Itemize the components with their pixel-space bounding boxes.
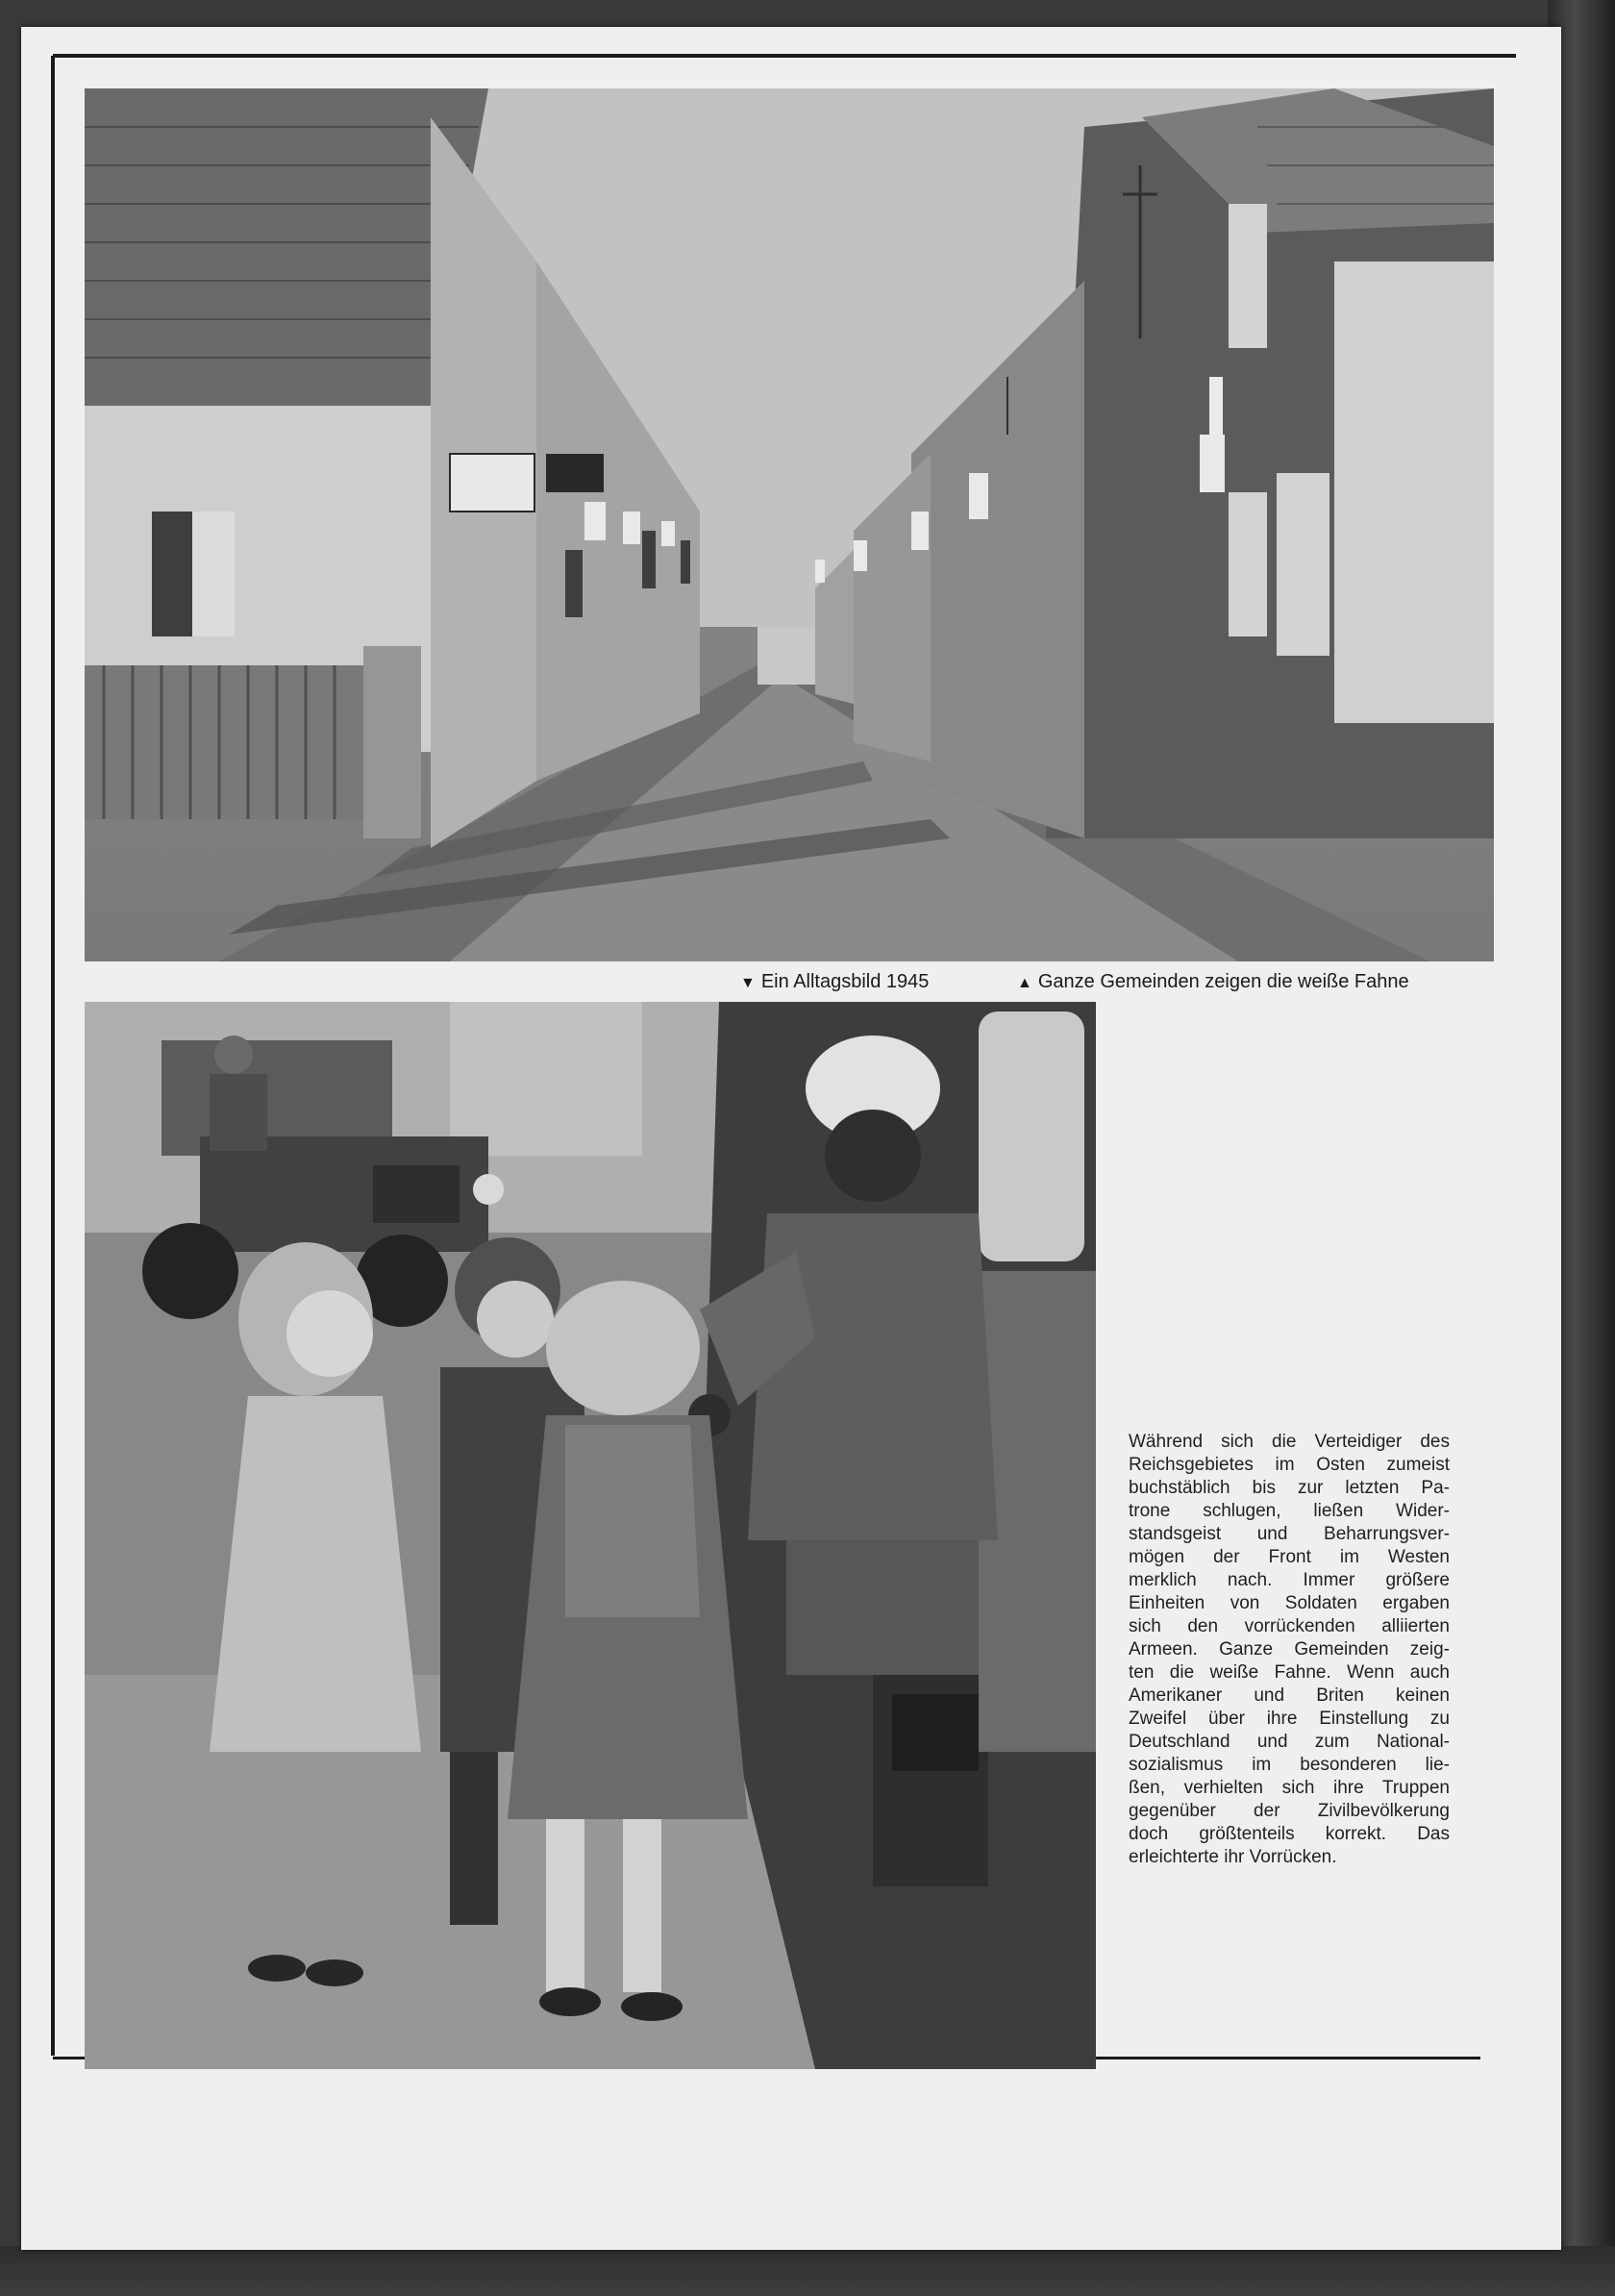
children-soldier-illustration: [85, 1002, 1096, 2069]
caption-street-text: Ein Alltagsbild 1945: [760, 971, 930, 992]
article-line: Einheiten von Soldaten ergaben: [1129, 1593, 1450, 1613]
article-line: Armeen. Ganze Gemeinden zeig-: [1129, 1639, 1450, 1660]
triangle-down-icon: ▼: [740, 975, 756, 991]
top-rule: [53, 54, 1516, 58]
article-line: doch größtenteils korrekt. Das: [1129, 1824, 1450, 1844]
article-line: sozialismus im besonderen lie-: [1129, 1755, 1450, 1775]
article-line: mögen der Front im Westen: [1129, 1547, 1450, 1567]
article-line: merklich nach. Immer größere: [1129, 1570, 1450, 1590]
article-line: ßen, verhielten sich ihre Truppen: [1129, 1778, 1450, 1798]
triangle-up-icon: ▲: [1017, 975, 1032, 991]
article-text: [1129, 1431, 1450, 1869]
article-line: gegenüber der Zivilbevölkerung: [1129, 1801, 1450, 1821]
caption-flags: [1017, 971, 1409, 993]
photo-children-soldier: [85, 1002, 1096, 2069]
article-line: buchstäblich bis zur letzten Pa-: [1129, 1478, 1450, 1498]
left-rule: [51, 56, 55, 2056]
article-line: Während sich die Verteidiger des: [1129, 1432, 1450, 1452]
article-line: Reichsgebietes im Osten zumeist: [1129, 1455, 1450, 1475]
article-line: ten die weiße Fahne. Wenn auch: [1129, 1662, 1450, 1683]
article-line: Amerikaner und Briten keinen: [1129, 1685, 1450, 1706]
article-line: sich den vorrückenden alliierten: [1129, 1616, 1450, 1636]
article-line: Deutschland und zum National-: [1129, 1732, 1450, 1752]
article-line: erleichterte ihr Vorrücken.: [1129, 1847, 1337, 1867]
article-line: standsgeist und Beharrungsver-: [1129, 1524, 1450, 1544]
caption-flags-text: Ganze Gemeinden zeigen die weiße Fahne: [1037, 971, 1409, 992]
caption-street: [740, 971, 929, 993]
photo-village-street: [85, 88, 1494, 961]
article-line: trone schlugen, ließen Wider-: [1129, 1501, 1450, 1521]
scan-background-bottom: [0, 2246, 1615, 2296]
article-line: Zweifel über ihre Einstellung zu: [1129, 1709, 1450, 1729]
village-street-illustration: [85, 88, 1494, 961]
